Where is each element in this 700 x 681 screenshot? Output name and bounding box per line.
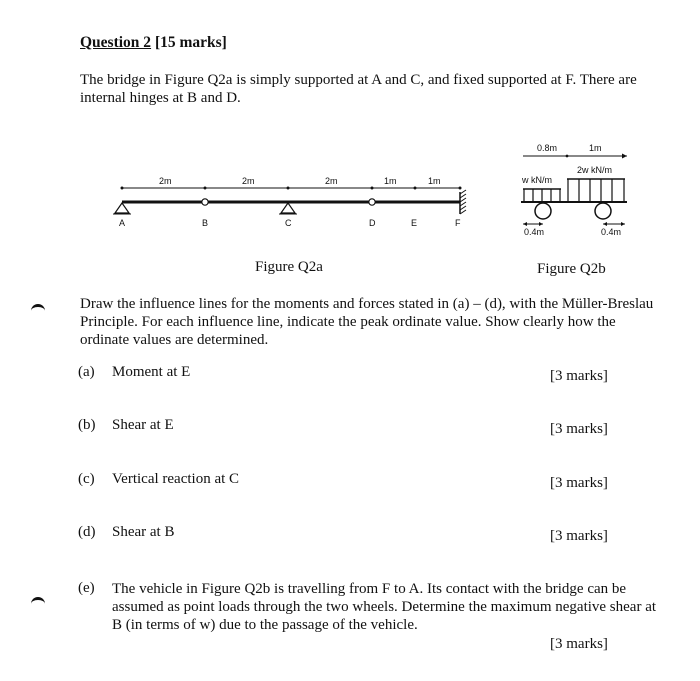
point-label-c: C	[285, 218, 292, 228]
item-c-text: Vertical reaction at C	[112, 471, 240, 487]
item-e-label: (e)	[78, 580, 95, 596]
point-label-a: A	[119, 218, 126, 228]
item-c-label: (c)	[78, 471, 95, 487]
item-a-marks: [3 marks]	[550, 368, 608, 384]
load-label-w: w kN/m	[522, 175, 552, 185]
point-label-d: D	[369, 218, 376, 228]
pin-support-a	[115, 203, 129, 213]
figure-q2b-diagram	[515, 148, 635, 238]
question-heading	[80, 34, 227, 52]
rear-wheel	[595, 203, 611, 219]
point-label-f: F	[455, 218, 461, 228]
dim-label-0-4m-left: 0.4m	[524, 227, 545, 237]
margin-mark-1	[31, 304, 45, 317]
load-label-2w: 2w kN/m	[577, 165, 613, 175]
load-2w-arrows	[568, 179, 624, 201]
figure-q2b-caption: Figure Q2b	[537, 261, 606, 277]
item-b-marks: [3 marks]	[550, 421, 608, 437]
span-label-cd: 2m	[325, 176, 338, 186]
question-marks: [15 marks]	[154, 34, 227, 51]
item-a-text: Moment at E	[112, 364, 191, 380]
question-number: Question 2	[80, 34, 152, 51]
span-label-ef: 1m	[428, 176, 441, 186]
hinge-b	[202, 199, 208, 205]
item-d-label: (d)	[78, 524, 96, 540]
dim-label-0-4m-right: 0.4m	[601, 227, 622, 237]
item-b-label: (b)	[78, 417, 96, 433]
span-label-de: 1m	[384, 176, 397, 186]
span-label-bc: 2m	[242, 176, 255, 186]
item-e-marks: [3 marks]	[550, 636, 608, 652]
question-intro: The bridge in Figure Q2a is simply supported at A and C, and fixed supported at F. There are internal hinges at B and D.	[80, 72, 637, 106]
dim-label-1m: 1m	[589, 143, 602, 153]
front-wheel	[535, 203, 551, 219]
item-d-marks: [3 marks]	[550, 528, 608, 544]
hinge-d	[369, 199, 375, 205]
point-label-b: B	[202, 218, 209, 228]
point-label-e: E	[411, 218, 418, 228]
pin-support-c	[281, 203, 295, 213]
dim-label-0-8m: 0.8m	[537, 143, 558, 153]
item-e-text: The vehicle in Figure Q2b is travelling from F to A. Its contact with the bridge can be assumed as point loads through the two wheels. Determine the maximum negative shear at B (in terms of w) due to the passage of the vehicle.	[112, 581, 657, 633]
figure-q2a-caption: Figure Q2a	[255, 259, 323, 275]
span-label-ab: 2m	[159, 176, 172, 186]
margin-mark-2	[31, 597, 45, 610]
item-b-text: Shear at E	[112, 417, 174, 433]
instructions: Draw the influence lines for the moments and forces stated in (a) – (d), with the Müller-Breslau Principle. For each influence line, indicate the peak ordinate value. Show clearly how the ordinate values are determined.	[80, 296, 654, 348]
item-a-label: (a)	[78, 364, 95, 380]
item-c-marks: [3 marks]	[550, 475, 608, 491]
load-w-arrows	[524, 189, 560, 201]
item-d-text: Shear at B	[112, 524, 175, 540]
